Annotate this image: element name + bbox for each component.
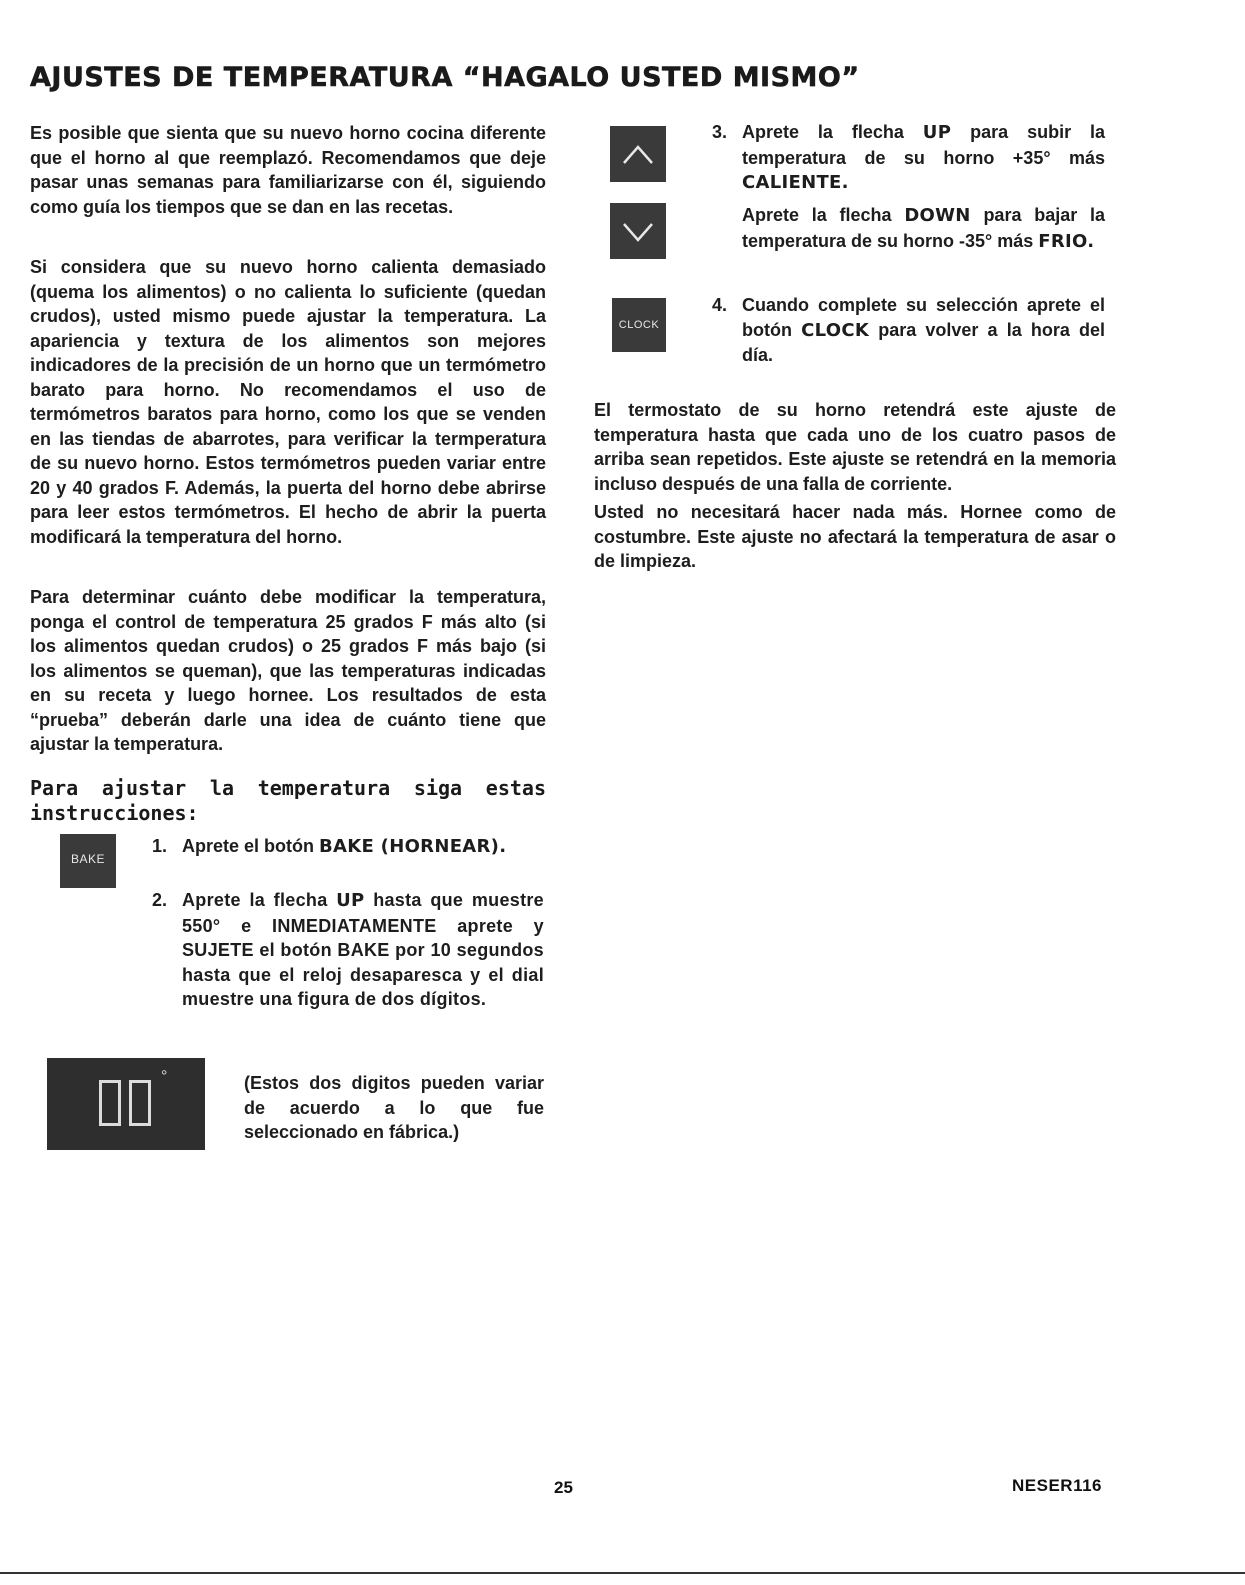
intro-paragraph: Es posible que sienta que su nuevo horno cocina diferente que el horno al que reemplazó. Recomendamos que deje pasar unas semanas para familiarizarse con él, siguiendo como guía los tiempos que se dan en las recetas. bbox=[30, 123, 546, 217]
digit-zero-segments-2 bbox=[129, 1080, 151, 1126]
step-3-text-mid: para subir la temperatura de su horno +35° más bbox=[742, 122, 1105, 168]
down-arrow-icon bbox=[618, 216, 658, 246]
step-3-keyword-2: CALIENTE. bbox=[742, 172, 849, 193]
degree-symbol: ° bbox=[161, 1068, 168, 1085]
step-3-number: 3. bbox=[712, 122, 728, 142]
document-code: NESER116 bbox=[1012, 1476, 1102, 1495]
thermostat-paragraph: El termostato de su horno retendrá este ajuste de temperatura hasta que cada uno de los cuatro pasos de arriba sean repetidos. Este ajuste se retendrá en la memoria incluso después de una falla de corriente. bbox=[594, 400, 1116, 494]
two-digit-display-illustration bbox=[47, 1058, 205, 1150]
step-3b-text: Aprete la flecha bbox=[742, 205, 905, 225]
step-3b bbox=[742, 203, 1105, 254]
adjust-paragraph: Si considera que su nuevo horno calienta demasiado (quema los alimentos) o no calienta lo suficiente (quedan crudos), usted mismo puede ajustar la temperatura. La apariencia y textura de los alimentos son mejores indicadores de la precisión de un horno que un termómetro barato para horno. No recomendamos el uso de termómetros baratos para horno, como los que se venden en las tiendas de abarrotes, para verificar la termperatura de su nuevo horno. Estos termómetros pueden variar entre 20 y 40 grados F. Además, la puerta del horno debe abrirse para leer estos termómetros. El hecho de abrir la puerta modificará la temperatura del horno. bbox=[30, 257, 546, 547]
step-4-number: 4. bbox=[712, 295, 728, 315]
step-4-keyword: CLOCK bbox=[801, 319, 870, 341]
digit-zero-segments bbox=[99, 1080, 121, 1126]
step-2-keyword: UP bbox=[336, 890, 365, 911]
step-2-text-rest: hasta que muestre 550° e INMEDIATAMENTE aprete y SUJETE el botón BAKE por 10 segundos hasta que el reloj desaparesca y el dial muestre una figura de dos dígitos. bbox=[182, 890, 544, 1009]
step-2-number: 2. bbox=[152, 890, 168, 910]
bottom-divider bbox=[0, 1572, 1245, 1574]
step-2-text: Aprete la flecha bbox=[182, 890, 337, 910]
down-arrow-button-illustration bbox=[610, 203, 666, 259]
nothing-else-paragraph: Usted no necesitará hacer nada más. Hornee como de costumbre. Este ajuste no afectará la temperatura de asar o de limpieza. bbox=[594, 502, 1116, 571]
step-1-number: 1. bbox=[152, 836, 168, 856]
display-note: (Estos dos digitos pueden variar de acuerdo a lo que fue seleccionado en fábrica.) bbox=[244, 1073, 544, 1142]
step-3 bbox=[712, 120, 1105, 196]
step-3b-keyword-2: FRIO. bbox=[1038, 230, 1095, 252]
bake-button-label: BAKE bbox=[70, 852, 105, 866]
step-4-text-rest: para volver a la hora del día. bbox=[742, 319, 1105, 365]
up-arrow-icon bbox=[618, 139, 658, 169]
step-1-keyword: BAKE (HORNEAR). bbox=[319, 836, 507, 857]
page-number: 25 bbox=[554, 1478, 573, 1497]
test-paragraph: Para determinar cuánto debe modificar la temperatura, ponga el control de temperatura 25 grados F más alto (si los alimentos quedan crudos) o 25 grados F más bajo (si los alimentos se queman), que las temperaturas indicadas en su receta y luego hornee. Los resultados de esta “prueba” deberán darle una idea de cuánto tiene que ajustar la temperatura. bbox=[30, 587, 546, 754]
step-3-keyword: UP bbox=[922, 122, 952, 143]
up-arrow-button-illustration bbox=[610, 126, 666, 182]
step-2 bbox=[152, 888, 544, 1012]
step-1 bbox=[152, 834, 544, 860]
step-4-text: Cuando complete su selección aprete el botón bbox=[742, 295, 1105, 340]
step-3b-text-mid: para bajar la temperatura de su horno -35° más bbox=[742, 205, 1105, 251]
clock-button-illustration bbox=[612, 298, 666, 352]
step-1-text: Aprete el botón bbox=[182, 836, 320, 856]
page-title: AJUSTES DE TEMPERATURA “HAGALO USTED MISMO” bbox=[30, 62, 860, 93]
step-3-text: Aprete la flecha bbox=[742, 122, 923, 142]
step-4 bbox=[712, 293, 1105, 368]
step-3b-keyword: DOWN bbox=[904, 205, 971, 226]
clock-button-label: CLOCK bbox=[618, 319, 660, 331]
instructions-heading: Para ajustar la temperatura siga estas instrucciones: bbox=[30, 776, 546, 825]
bake-button-illustration bbox=[60, 834, 116, 888]
